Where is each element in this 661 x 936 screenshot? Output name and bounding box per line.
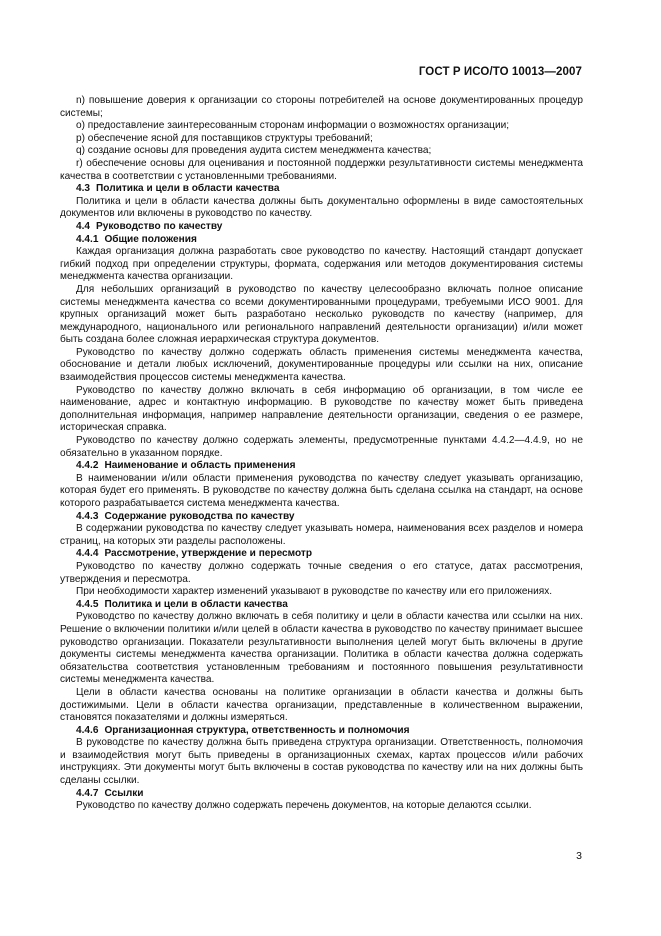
section-heading-4-4-6 <box>60 725 583 738</box>
list-item: о) предоставление заинтересованным сторонам информации о возможностях организации; <box>76 120 510 132</box>
section-number: 4.4.6 <box>76 724 99 736</box>
list-item: q) создание основы для проведения аудита систем менеджмента качества; <box>76 145 432 157</box>
section-number: 4.4.3 <box>76 510 99 522</box>
paragraph: В руководстве по качеству должна быть приведена структура организации. Ответственность, полномочия и взаимодействия могут быть приведены в организационных схемах, картах процессов и/или рабочих инструкциях. Эти документы могут быть включены в состав руководства по качеству или на них должны быть сделаны ссылки. <box>60 737 583 787</box>
page-number: 3 <box>576 850 582 862</box>
section-heading-4-3 <box>60 183 583 196</box>
section-title: Политика и цели в области качества <box>96 183 280 195</box>
paragraph: Цели в области качества основаны на политике организации в области качества и должны быть достижимыми. Цели в области качества организации, представленные в количественном выражении, становятся показателями и должны измеряться. <box>60 686 583 724</box>
paragraph: Руководство по качеству должно содержать перечень документов, на которые делаются ссылки. <box>76 800 532 812</box>
paragraph: Руководство по качеству должно включать в себя информацию об организации, в том числе ее наименование, адрес и контактную информацию. В руководстве по качеству может быть приведена дополнительная информация, например направление деятельности организации, сведения о ее размере, историческая справка. <box>60 384 583 434</box>
section-title: Общие положения <box>104 233 197 245</box>
paragraph: При необходимости характер изменений указывают в руководстве по качеству или его приложениях. <box>76 586 553 598</box>
section-number: 4.4.4 <box>76 548 99 560</box>
section-title: Политика и цели в области качества <box>104 598 288 610</box>
section-number: 4.4 <box>76 220 91 232</box>
section-number: 4.3 <box>76 183 91 195</box>
section-heading-4-4-4 <box>60 548 583 561</box>
paragraph: Руководство по качеству должно содержать точные сведения о его статусе, датах рассмотрения, утверждения и пересмотра. <box>60 560 583 585</box>
section-number: 4.4.7 <box>76 787 99 799</box>
list-item: r) обеспечение основы для оценивания и постоянной поддержки результативности системы менеджмента качества в соответствии с установленными требованиями. <box>60 157 583 182</box>
section-title: Содержание руководства по качеству <box>104 510 295 522</box>
list-item: р) обеспечение ясной для поставщиков структуры требований; <box>76 132 373 144</box>
paragraph: Руководство по качеству должно содержать область применения системы менеджмента качества, обоснование и детали любых исключений, документированные процедуры или ссылки на них, описание взаимодействия процессов системы менеджмента качества. <box>60 346 583 384</box>
section-heading-4-4-2 <box>60 460 583 473</box>
section-title: Организационная структура, ответственность и полномочия <box>104 724 410 736</box>
paragraph: Для небольших организаций в руководство по качеству целесообразно включать полное описание системы менеджмента качества со всеми документированными процедурами, требуемыми ИСО 9001. Для крупных организаций может быть разработано несколько руководств по качеству (например, для международного, национального или регионального направлений деятельности организации) и/или может быть создана более сложная иерархическая структура документов. <box>60 283 583 346</box>
section-title: Руководство по качеству <box>96 220 223 232</box>
paragraph: Каждая организация должна разработать свое руководство по качеству. Настоящий стандарт допускает гибкий подход при определении структуры, формата, содержания или методов документирования системы менеджмента качества организации. <box>60 246 583 283</box>
paragraph: В наименовании и/или области применения руководства по качеству следует указывать организацию, которая будет его применять. В руководстве по качеству должна быть сделана ссылка на стандарт, на основе которого разрабатывается система менеджмента качества. <box>60 472 583 509</box>
section-heading-4-4 <box>60 221 583 234</box>
section-number: 4.4.1 <box>76 233 99 245</box>
section-heading-4-4-7 <box>60 788 583 801</box>
section-heading-4-4-1 <box>60 234 583 247</box>
document-body <box>60 95 583 813</box>
section-title: Ссылки <box>104 787 144 799</box>
section-heading-4-4-5 <box>60 599 583 612</box>
paragraph: Руководство по качеству должно включать в себя политику и цели в области качества или ссылки на них. Решение о включении политики и/или целей в области качества в руководство по качеству принимает высшее руководство организации. Показатели результативности выполнения целей могут быть включены в другие документы системы менеджмента качества организации. Политика в области качества должна содержать обязательства соответствия установленным требованиям и постоянного повышения результативности системы менеджмента качества. <box>60 611 583 686</box>
paragraph: В содержании руководства по качеству следует указывать номера, наименования всех разделов и номера страниц, на которых эти разделы расположены. <box>60 523 583 547</box>
section-number: 4.4.5 <box>76 598 99 610</box>
section-heading-4-4-3 <box>60 511 583 524</box>
document-header: ГОСТ Р ИСО/ТО 10013—2007 <box>418 66 582 78</box>
paragraph: Руководство по качеству должно содержать элементы, предусмотренные пунктами 4.4.2—4.4.9, но не обязательно в указанном порядке. <box>60 435 583 459</box>
section-number: 4.4.2 <box>76 460 99 472</box>
section-title: Рассмотрение, утверждение и пересмотр <box>104 548 313 560</box>
section-title: Наименование и область применения <box>104 460 296 472</box>
paragraph: Политика и цели в области качества должны быть документально оформлены в виде самостоятельных документов или включены в руководство по качеству. <box>60 195 583 220</box>
list-item: n) повышение доверия к организации со стороны потребителей на основе документированных процедур системы; <box>60 95 583 119</box>
